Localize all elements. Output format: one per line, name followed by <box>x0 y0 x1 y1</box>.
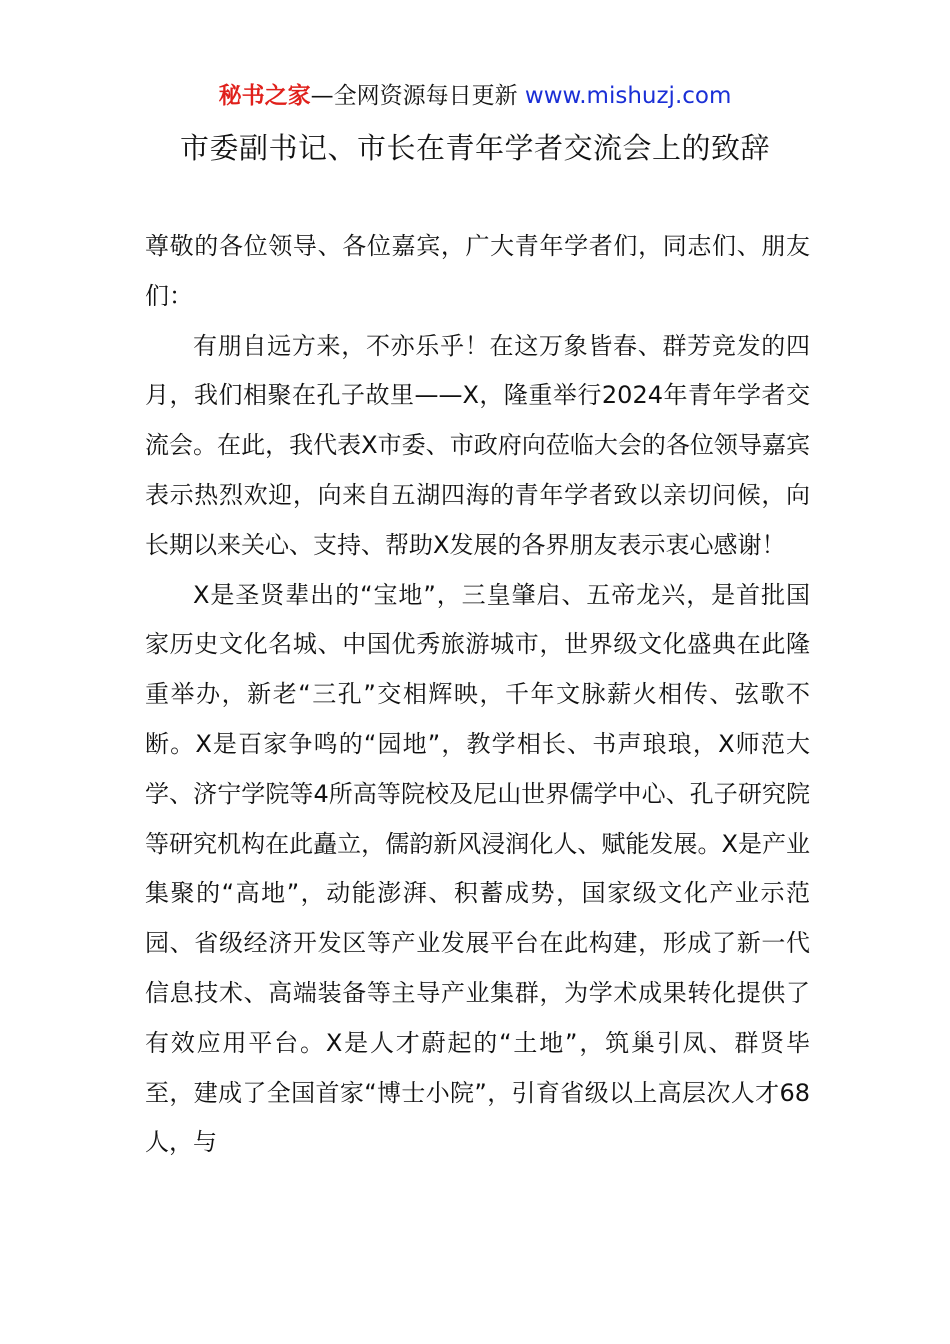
body-paragraph: X是圣贤辈出的“宝地”，三皇肇启、五帝龙兴，是首批国家历史文化名城、中国优秀旅游城市，世界级文化盛典在此隆重举办，新老“三孔”交相辉映，千年文脉薪火相传、弦歌不断。X是百家争鸣的“园地”，教学相长、书声琅琅，X师范大学、济宁学院等4所高等院校及尼山世界儒学中心、孔子研究院等研究机构在此矗立，儒韵新风浸润化人、赋能发展。X是产业集聚的“高地”，动能澎湃、积蓄成势，国家级文化产业示范园、省级经济开发区等产业发展平台在此构建，形成了新一代信息技术、高端装备等主导产业集群，为学术成果转化提供了有效应用平台。X是人才蔚起的“土地”，筑巢引凤、群贤毕至，建成了全国首家“博士小院”，引育省级以上高层次人才68人，与 <box>145 580 810 1157</box>
site-url-link[interactable]: www.mishuzj.com <box>524 83 732 109</box>
document-body <box>145 222 810 1168</box>
site-brand: 秘书之家 <box>218 83 311 109</box>
salutation: 尊敬的各位领导、各位嘉宾，广大青年学者们，同志们、朋友们： <box>145 232 810 310</box>
site-tagline: —全网资源每日更新 <box>310 83 518 109</box>
document-title: 市委副书记、市长在青年学者交流会上的致辞 <box>179 131 770 165</box>
site-header <box>0 80 950 112</box>
body-paragraph: 有朋自远方来，不亦乐乎！在这万象皆春、群芳竞发的四月，我们相聚在孔子故里——X，隆重举行2024年青年学者交流会。在此，我代表X市委、市政府向莅临大会的各位领导嘉宾表示热烈欢迎，向来自五湖四海的青年学者致以亲切问候，向长期以来关心、支持、帮助X发展的各界朋友表示衷心感谢！ <box>145 331 810 559</box>
